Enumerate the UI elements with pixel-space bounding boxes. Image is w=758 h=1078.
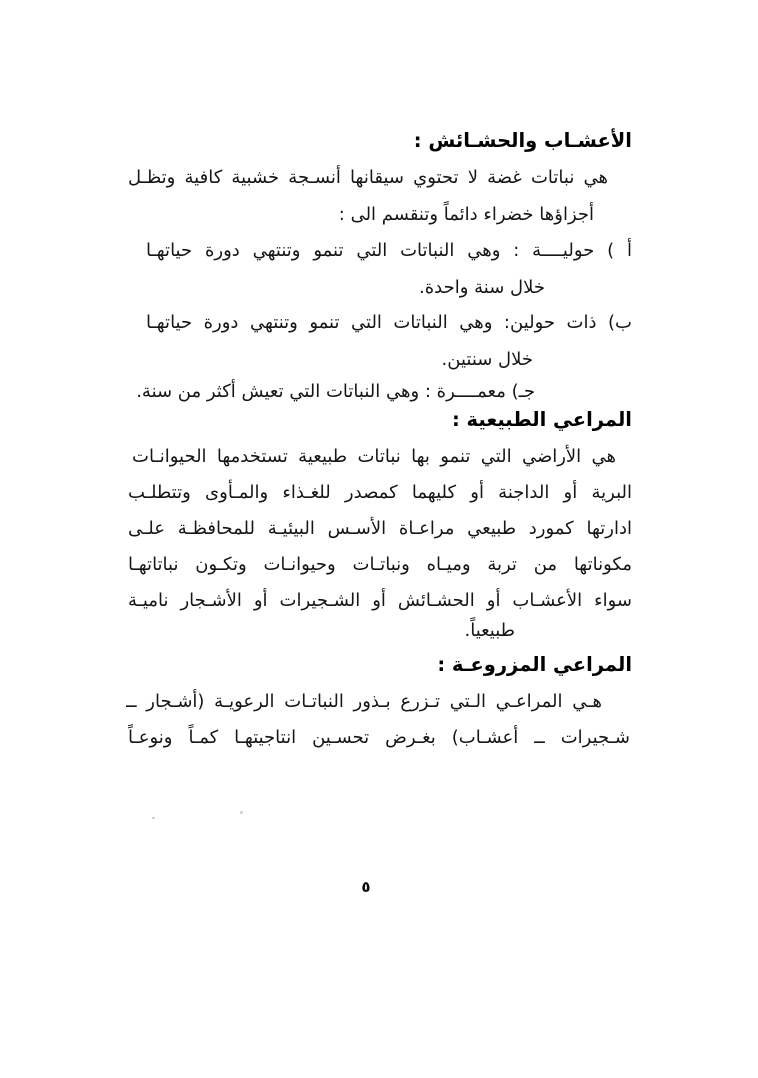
list-item-continuation-b: خلال سنتين. bbox=[441, 349, 533, 370]
paragraph-line: شـجيرات ــ أعشـاب) بغـرض تحسـين انتاجيتهـا كمـاً ونوعـاً bbox=[128, 727, 630, 748]
list-item-line-c: جـ) معمــــرة : وهي النباتات التي تعيش أكثر من سنة. bbox=[136, 381, 535, 402]
paragraph-line: هـي المراعـي الـتي تـزرع بـذور النباتـات الرعويـة (أشـجار ــ bbox=[126, 691, 602, 712]
paragraph-line: مكوناتها من تربة وميـاه ونباتـات وحيوانـات وتكـون نباتاتهـا bbox=[128, 554, 632, 575]
list-item-line-b: ب) ذات حولين: وهي النباتات التي تنمو وتنتهي دورة حياتهـا bbox=[146, 312, 632, 333]
section-heading-herbs-and-grasses: الأعشـاب والحشـائش : bbox=[413, 129, 632, 152]
paragraph-last-line: طبيعياً. bbox=[464, 620, 515, 641]
scan-artifact bbox=[240, 811, 243, 814]
list-item-line-a: أ ) حوليــــة : وهي النباتات التي تنمو وتنتهي دورة حياتهـا bbox=[146, 240, 632, 261]
section-heading-cultivated-pastures: المراعي المزروعـة : bbox=[437, 653, 632, 676]
paragraph-line: هي الأراضي التي تنمو بها نباتات طبيعية تستخدمها الحيوانـات bbox=[132, 446, 616, 467]
page-number: ٥ bbox=[361, 878, 371, 896]
paragraph-line: البرية أو الداجنة أو كليهما كمصدر للغـذاء والمـأوى وتتطلـب bbox=[128, 482, 632, 503]
paragraph-line: ادارتها كمورد طبيعي مراعـاة الأسـس البيئيـة للمحافظـة علـى bbox=[128, 518, 632, 539]
section-heading-natural-pastures: المراعي الطبيعية : bbox=[451, 408, 632, 431]
paragraph-line: أجزاؤها خضراء دائماً وتنقسم الى : bbox=[338, 204, 594, 225]
paragraph-line: هي نباتات غضة لا تحتوي سيقانها أنسـجة خشبية كافية وتظـل bbox=[128, 167, 608, 188]
list-item-continuation-a: خلال سنة واحدة. bbox=[419, 277, 545, 298]
scan-artifact bbox=[152, 817, 155, 819]
paragraph-line: سواء الأعشـاب أو الحشـائش أو الشـجيرات أو الأشـجار ناميـة bbox=[128, 590, 632, 611]
